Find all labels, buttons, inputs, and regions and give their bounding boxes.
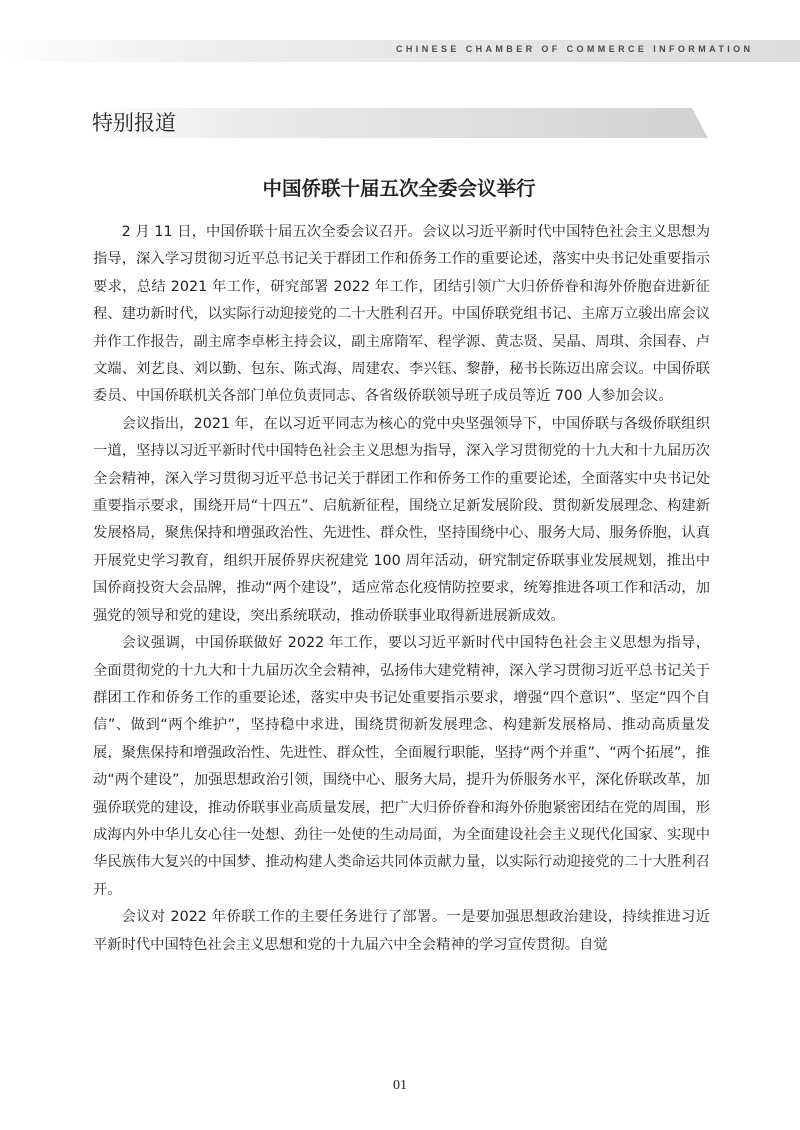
article-title: 中国侨联十届五次全委会议举行 — [262, 177, 536, 200]
page-number: 01 — [393, 1078, 407, 1093]
article-paragraph-2: 会议指出，2021 年，在以习近平同志为核心的党中央坚强领导下，中国侨联与各级侨联组织一道，坚持以习近平新时代中国特色社会主义思想为指导，深入学习贯彻党的十九大和十九届历次全会精神，深入学习贯彻习近平总书记关于群团工作和侨务工作的重要论述，全面落实中央书记处重要指示要求，围绕开局“十四五”、启航新征程，围绕立足新发展阶段、贯彻新发展理念、构建新发展格局，聚焦保持和增强政治性、先进性、群众性，坚持围绕中心、服务大局、服务侨胞，认真开展党史学习教育，组织开展侨界庆祝建党 100 周年活动，研究制定侨联事业发展规划，推出中国侨商投资大会品牌，推动“两个建设”，适应常态化疫情防控要求，统筹推进各项工作和活动，加强党的领导和党的建设，突出系统联动，推动侨联事业取得新进展新成效。 — [93, 415, 710, 624]
article-paragraph-3: 会议强调，中国侨联做好 2022 年工作，要以习近平新时代中国特色社会主义思想为指导，全面贯彻党的十九大和十九届历次全会精神，弘扬伟大建党精神，深入学习贯彻习近平总书记关于群团工作和侨务工作的重要论述，落实中央书记处重要指示要求，增强“四个意识”、坚定“四个自信”、做到“两个维护”，坚持稳中求进，围绕贯彻新发展理念、构建新发展格局、推动高质量发展，聚焦保持和增强政治性、先进性、群众性，全面履行职能，坚持“两个并重”、“两个拓展”，推动“两个建设”，加强思想政治引领，围绕中心、服务大局，提升为侨服务水平，深化侨联改革，加强侨联党的建设，推动侨联事业高质量发展，把广大归侨侨眷和海外侨胞紧密团结在党的周围，形成海内外中华儿女心往一处想、劲往一处使的生动局面，为全面建设社会主义现代化国家、实现中华民族伟大复兴的中国梦、推动构建人类命运共同体贡献力量，以实际行动迎接党的二十大胜利召开。 — [93, 635, 710, 898]
article-paragraph-4: 会议对 2022 年侨联工作的主要任务进行了部署。一是要加强思想政治建设，持续推进习近平新时代中国特色社会主义思想和党的十九届六中全会精神的学习宣传贯彻。自觉 — [93, 909, 710, 953]
section-title: 特别报道 — [92, 111, 176, 135]
article-paragraph-1: 2 月 11 日，中国侨联十届五次全委会议召开。会议以习近平新时代中国特色社会主义思想为指导，深入学习贯彻习近平总书记关于群团工作和侨务工作的重要论述，落实中央书记处重要指示要求，总结 2021 年工作，研究部署 2022 年工作，团结引领广大归侨侨眷和海外侨胞奋进新征程、建功新时代，以实际行动迎接党的二十大胜利召开。中国侨联党组书记、主席万立骏出席会议并作工作报告，副主席李卓彬主持会议，副主席隋军、程学源、黄志贤、吴晶、周琪、余国春、卢文端、刘艺良、刘以勤、包东、陈式海、周建农、李兴钰、黎静，秘书长陈迈出席会议。中国侨联委员、中国侨联机关各部门单位负责同志、各省级侨联领导班子成员等近 700 人参加会议。 — [93, 224, 710, 405]
section-title-bar — [90, 108, 708, 138]
publication-name: CHINESE CHAMBER OF COMMERCE INFORMATION — [396, 44, 754, 54]
article-body — [93, 219, 710, 959]
